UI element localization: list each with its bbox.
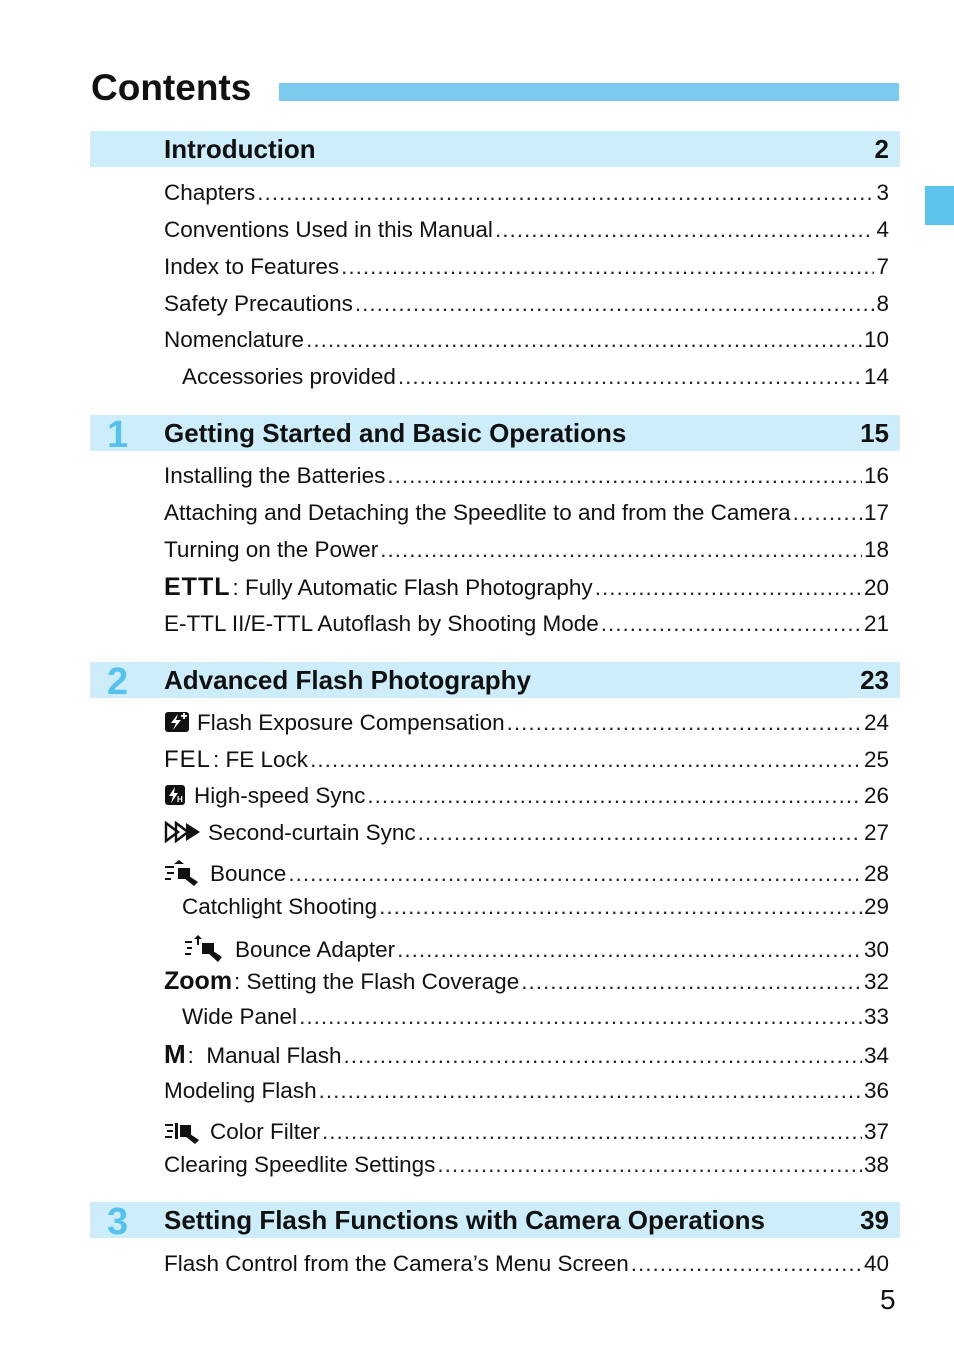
entry-label: Bounce Adapter: [235, 937, 396, 962]
entry-label: Catchlight Shooting: [182, 894, 378, 919]
entry-label: Chapters: [164, 180, 256, 205]
entry-label: Turning on the Power: [164, 537, 379, 562]
entry-page: 32: [863, 969, 889, 994]
entry-label: Accessories provided: [182, 364, 396, 389]
section-page: 2: [874, 134, 889, 164]
leader-dots: [310, 745, 862, 775]
leader-dots: [398, 362, 862, 392]
toc-entry-attaching-detaching[interactable]: [164, 498, 889, 528]
toc-entry-turning-on-power[interactable]: [164, 535, 889, 565]
high-speed-sync-icon: [164, 784, 186, 806]
leader-dots: [495, 215, 875, 245]
toc-entry-bounce[interactable]: [164, 855, 889, 885]
leader-dots: [299, 1002, 862, 1032]
leader-dots: [379, 892, 862, 922]
section-title: Getting Started and Basic Operations: [164, 418, 627, 448]
entry-label: Clearing Speedlite Settings: [164, 1152, 436, 1177]
entry-label: Color Filter: [210, 1119, 321, 1144]
flash-exposure-compensation-icon: [164, 711, 190, 733]
entry-page: 33: [863, 1004, 889, 1029]
page-title: Contents: [91, 67, 252, 108]
fel-symbol: FEL: [164, 746, 212, 773]
toc-entry-nomenclature[interactable]: [164, 325, 889, 355]
entry-page: 7: [876, 254, 889, 279]
entry-label: Safety Precautions: [164, 291, 353, 316]
entry-label: Flash Control from the Camera’s Menu Screen: [164, 1251, 629, 1276]
toc-entry-bounce-adapter[interactable]: [182, 929, 889, 962]
leader-dots: [257, 178, 874, 208]
chapter-edge-tab: [925, 186, 954, 225]
bounce-adapter-icon: [182, 935, 226, 963]
entry-label: Wide Panel: [182, 1004, 298, 1029]
page-number: 5: [880, 1284, 896, 1315]
toc-entry-flash-exposure-compensation[interactable]: [164, 708, 889, 738]
toc-entry-installing-batteries[interactable]: [164, 461, 889, 491]
color-filter-icon: [164, 1118, 202, 1144]
toc-entry-ettl-autoflash[interactable]: [164, 609, 889, 639]
leader-dots: [437, 1150, 862, 1180]
entry-label: Flash Exposure Compensation: [197, 710, 505, 735]
section-page: 39: [860, 1205, 889, 1235]
toc-entry-color-filter[interactable]: [164, 1113, 889, 1143]
toc-entry-clearing-settings[interactable]: [164, 1150, 889, 1180]
toc-entry-safety-precautions[interactable]: [164, 289, 889, 319]
leader-dots: [367, 781, 862, 811]
section-header-introduction[interactable]: [90, 131, 900, 167]
leader-dots: [601, 609, 862, 639]
leader-dots: [793, 498, 862, 528]
entry-label: : FE Lock: [213, 747, 309, 772]
leader-dots: [306, 325, 862, 355]
leader-dots: [631, 1249, 862, 1279]
title-accent-bar: [279, 83, 899, 101]
leader-dots: [322, 1117, 862, 1147]
entry-label: Second-curtain Sync: [208, 820, 416, 845]
section-number: 1: [107, 414, 129, 456]
section-number: 2: [107, 661, 129, 703]
toc-entry-accessories-provided[interactable]: [182, 362, 889, 392]
entry-label: Nomenclature: [164, 327, 305, 352]
entry-page: 38: [863, 1152, 889, 1177]
toc-entry-manual-flash[interactable]: [164, 1039, 889, 1069]
entry-label: E-TTL II/E-TTL Autoflash by Shooting Mode: [164, 611, 599, 636]
section-page: 15: [860, 418, 889, 448]
entry-page: 40: [863, 1251, 889, 1276]
section-header-advanced-flash[interactable]: [90, 661, 900, 703]
entry-page: 20: [863, 575, 889, 600]
entry-label: Conventions Used in this Manual: [164, 217, 493, 242]
entry-label: Attaching and Detaching the Speedlite to and from the Camera: [164, 500, 791, 525]
toc-entry-index-to-features[interactable]: [164, 252, 889, 282]
toc-entry-wide-panel[interactable]: [182, 1002, 889, 1032]
entry-page: 26: [863, 783, 889, 808]
section-header-getting-started[interactable]: [90, 414, 900, 456]
section-title: Advanced Flash Photography: [164, 665, 531, 695]
leader-dots: [319, 1076, 862, 1106]
entry-label: Modeling Flash: [164, 1078, 317, 1103]
svg-text:H: H: [177, 795, 183, 804]
contents-header: [91, 64, 899, 112]
entry-page: 3: [876, 180, 889, 205]
entry-page: 17: [863, 500, 889, 525]
entry-page: 14: [863, 364, 889, 389]
manual-symbol: M: [164, 1039, 186, 1069]
entry-label: : Manual Flash: [187, 1043, 342, 1068]
entry-page: 36: [863, 1078, 889, 1103]
toc-entry-catchlight-shooting[interactable]: [182, 892, 889, 922]
entry-page: 34: [863, 1043, 889, 1068]
toc-entry-conventions[interactable]: [164, 215, 889, 245]
section-header-camera-operations[interactable]: [90, 1201, 900, 1243]
leader-dots: [521, 967, 862, 997]
entry-page: 8: [876, 291, 889, 316]
entry-page: 16: [863, 463, 889, 488]
ettl-symbol: ETTL: [164, 573, 231, 601]
leader-dots: [380, 535, 862, 565]
leader-dots: [344, 1041, 862, 1071]
entry-page: 18: [863, 537, 889, 562]
entry-page: 24: [863, 710, 889, 735]
leader-dots: [288, 859, 862, 889]
toc-entry-chapters[interactable]: [164, 178, 889, 208]
toc-entry-menu-screen-control[interactable]: [164, 1249, 889, 1279]
entry-page: 28: [863, 861, 889, 886]
bounce-icon: [164, 860, 202, 886]
toc-entry-flash-coverage[interactable]: [164, 966, 889, 996]
entry-label: : Fully Automatic Flash Photography: [232, 575, 593, 600]
entry-label: Bounce: [210, 861, 287, 886]
leader-dots: [341, 252, 874, 282]
entry-label: : Setting the Flash Coverage: [234, 969, 520, 994]
leader-dots: [418, 818, 862, 848]
entry-page: 29: [863, 894, 889, 919]
leader-dots: [387, 461, 862, 491]
zoom-symbol: Zoom: [164, 967, 233, 995]
entry-page: 30: [863, 937, 889, 962]
section-page: 23: [860, 665, 889, 695]
second-curtain-sync-icon: [164, 821, 202, 843]
entry-page: 21: [863, 611, 889, 636]
toc-entry-second-curtain-sync[interactable]: [164, 818, 889, 848]
entry-page: 27: [863, 820, 889, 845]
section-title: Introduction: [164, 134, 316, 164]
entry-page: 10: [863, 327, 889, 352]
entry-page: 37: [863, 1119, 889, 1144]
entry-page: 25: [863, 747, 889, 772]
leader-dots: [507, 708, 862, 738]
toc-entry-modeling-flash[interactable]: [164, 1076, 889, 1106]
leader-dots: [595, 573, 862, 603]
entry-label: Index to Features: [164, 254, 340, 279]
leader-dots: [397, 935, 862, 965]
entry-label: High-speed Sync: [194, 783, 366, 808]
entry-label: Installing the Batteries: [164, 463, 386, 488]
section-title: Setting Flash Functions with Camera Operations: [164, 1205, 765, 1235]
toc-entry-ettl-flash[interactable]: [164, 572, 889, 602]
entry-page: 4: [876, 217, 889, 242]
leader-dots: [355, 289, 875, 319]
toc-entry-high-speed-sync[interactable]: [164, 781, 889, 811]
section-number: 3: [107, 1201, 129, 1243]
toc-entry-fe-lock[interactable]: [164, 745, 889, 775]
